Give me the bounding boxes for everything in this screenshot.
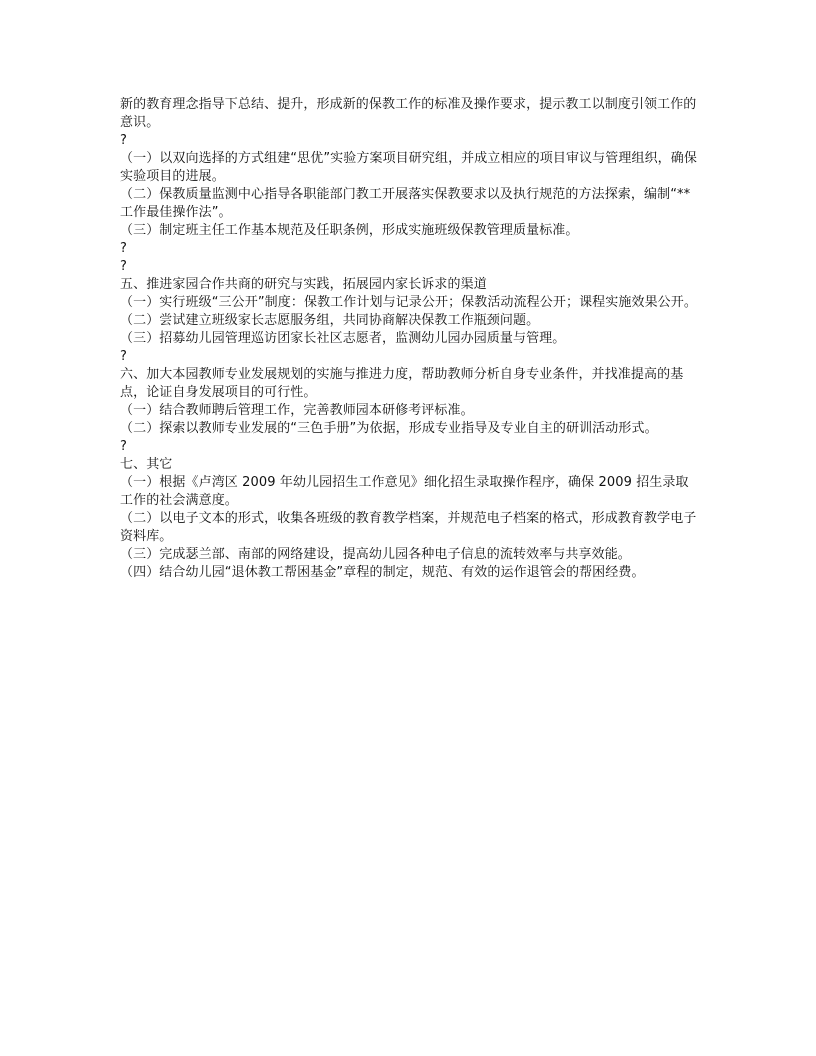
paragraph-line: 新的教育理念指导下总结、提升，形成新的保教工作的标准及操作要求，提示教工以制度引领工作的意识。 (120, 97, 697, 130)
paragraph-line: （一）以双向选择的方式组建“思优”实验方案项目研究组，并成立相应的项目审议与管理组织，确保实验项目的进展。 (120, 151, 697, 184)
paragraph-line: （一）根据《卢湾区 2009 年幼儿园招生工作意见》细化招生录取操作程序，确保 2009 招生录取工作的社会满意度。 (120, 475, 689, 508)
paragraph-line: （二）以电子文本的形式，收集各班级的教育教学档案，并规范电子档案的格式，形成教育教学电子资料库。 (120, 511, 697, 544)
placeholder-line: ? (120, 439, 127, 454)
paragraph-line: （二）保教质量监测中心指导各职能部门教工开展落实保教要求以及执行规范的方法探索，编制“**工作最佳操作法”。 (120, 187, 691, 220)
placeholder-line: ? (120, 241, 127, 256)
paragraph-line: （三）完成瑟兰部、南部的网络建设，提高幼儿园各种电子信息的流转效率与共享效能。 (120, 547, 631, 562)
section-heading: 七、其它 (120, 457, 173, 472)
paragraph-line: （一）结合教师聘后管理工作，完善教师园本研修考评标准。 (120, 403, 474, 418)
section-heading: 五、推进家园合作共商的研究与实践，拓展园内家长诉求的渠道 (120, 277, 487, 292)
placeholder-line: ? (120, 349, 127, 364)
paragraph-line: （三）招募幼儿园管理巡访团家长社区志愿者，监测幼儿园办园质量与管理。 (120, 331, 566, 346)
document-page (120, 96, 700, 582)
paragraph-line: （三）制定班主任工作基本规范及任职条例，形成实施班级保教管理质量标准。 (120, 223, 579, 238)
placeholder-line: ? (120, 133, 127, 148)
paragraph-line: （二）探索以教师专业发展的“三色手册”为依据，形成专业指导及专业自主的研训活动形式。 (120, 421, 658, 436)
section-heading: 六、加大本园教师专业发展规划的实施与推进力度，帮助教师分析自身专业条件，并找准提高的基点，论证自身发展项目的可行性。 (120, 367, 684, 400)
placeholder-line: ? (120, 259, 127, 274)
paragraph-line: （四）结合幼儿园“退休教工帮困基金”章程的制定，规范、有效的运作退管会的帮困经费。 (120, 565, 645, 580)
paragraph-line: （一）实行班级“三公开”制度：保教工作计划与记录公开；保教活动流程公开；课程实施效果公开。 (120, 295, 697, 310)
paragraph-line: （二）尝试建立班级家长志愿服务组，共同协商解决保教工作瓶颈问题。 (120, 313, 540, 328)
